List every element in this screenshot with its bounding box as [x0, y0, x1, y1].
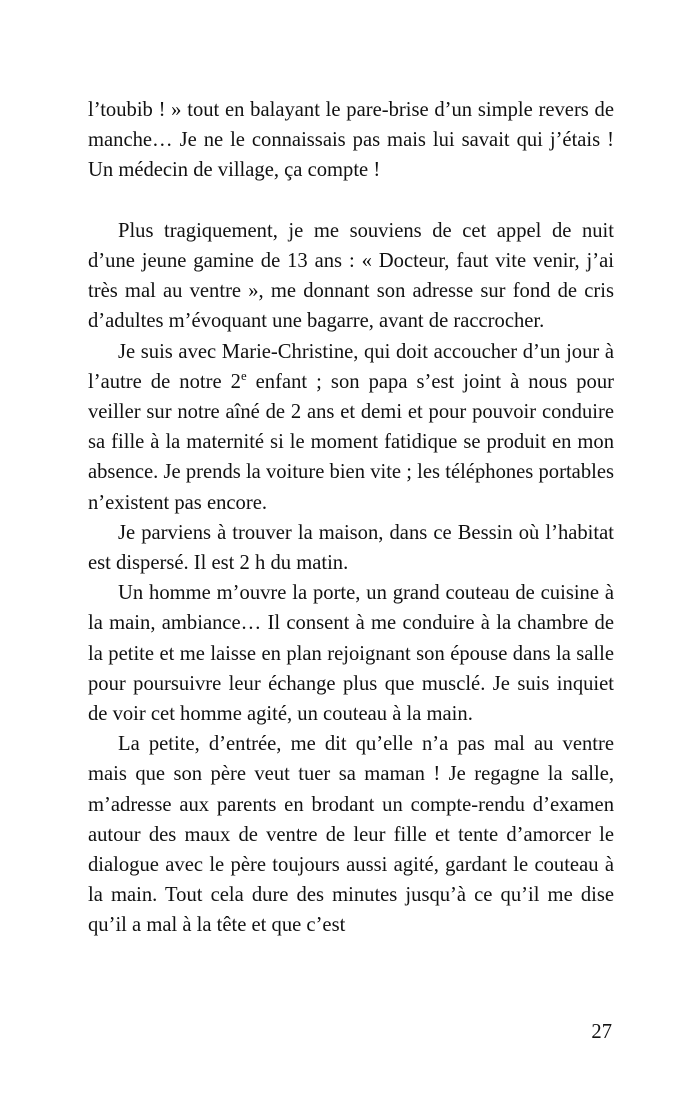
paragraph-3	[88, 337, 614, 518]
paragraph-1: l’toubib ! » tout en balayant le pare-brise d’un simple revers de manche… Je ne le connaissais pas mais lui savait qui j’étais ! Un médecin de village, ça compte !	[88, 99, 614, 182]
body-text	[88, 95, 614, 941]
paragraph-6: La petite, d’entrée, me dit qu’elle n’a pas mal au ventre mais que son père veut tuer sa maman ! Je regagne la salle, m’adresse aux parents en brodant un compte-rendu d’examen autour des maux de ventre de leur fille et tente d’amorcer le dialogue avec le père toujours aussi agité, gardant le couteau à la main. Tout cela dure des minutes jusqu’à ce qu’il me dise qu’il a mal à la tête et que c’est	[88, 733, 614, 937]
paragraph-5: Un homme m’ouvre la porte, un grand couteau de cuisine à la main, ambiance… Il consent à me conduire à la chambre de la petite et me laisse en plan rejoignant son épouse dans la salle pour poursuivre leur échange plus que musclé. Je suis inquiet de voir cet homme agité, un couteau à la main.	[88, 582, 614, 726]
ordinal-superscript: e	[240, 368, 247, 383]
paragraph-4: Je parviens à trouver la maison, dans ce Bessin où l’habitat est dispersé. Il est 2 h du matin.	[88, 521, 614, 575]
paragraph-3-text-start: Je suis avec Marie-Christine, qui doit accoucher d’un jour à l’autre de notre 2	[88, 340, 614, 393]
paragraph-3-text-end: enfant ; son papa s’est joint à nous pour veiller sur notre aîné de 2 ans et demi et pour pouvoir conduire sa fille à la maternité si le moment fatidique se produit en mon absence. Je prends la voiture bien vite ; les téléphones portables n’existent pas encore.	[88, 370, 615, 514]
page-number: 27	[591, 1021, 612, 1043]
paragraph-2: Plus tragiquement, je me souviens de cet appel de nuit d’une jeune gamine de 13 ans : « Docteur, faut vite venir, j’ai très mal au ventre », me donnant son adresse sur fond de cris d’adultes m’évoquant une bagarre, avant de raccrocher.	[88, 219, 614, 333]
